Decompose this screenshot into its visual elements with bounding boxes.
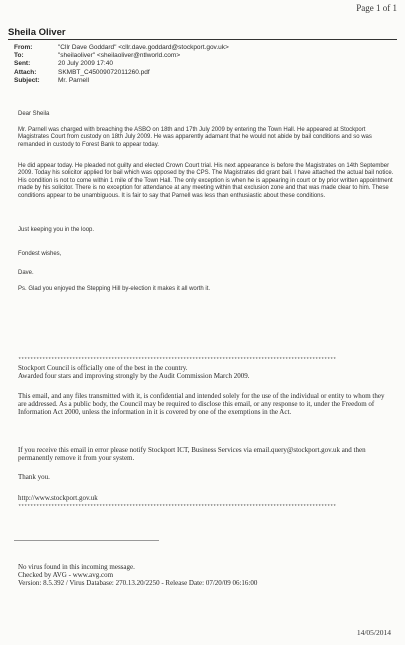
stars-divider-bottom: ********************************************************************************************************** (18, 503, 337, 510)
footer-divider (14, 540, 159, 541)
signoff: Fondest wishes, (18, 251, 62, 257)
header-from: From: "Cllr Dave Goddard" <cllr.dave.goddard@stockport.gov.uk> (14, 44, 229, 51)
body-paragraph-3: Just keeping you in the loop. (18, 227, 95, 233)
error-notice: If you receive this email in error please notify Stockport ICT, Business Services via email.query@stockport.gov.uk and then permanently remove it from your system. (18, 446, 366, 463)
page-number: Page 1 of 1 (356, 3, 397, 13)
council-url: http://www.stockport.gov.uk (18, 494, 98, 502)
sender-name: Sheila Oliver (8, 27, 66, 38)
virus-scan-notice: No virus found in this incoming message. Checked by AVG - www.avg.com Version: 8.5.392 / Virus Database: 270.13.20/2250 - Release Date: 07/20/09 06:16:00 (18, 563, 258, 588)
header-attach: Attach: SKMBT_C45009072011260.pdf (14, 68, 150, 76)
body-paragraph-2: He did appear today. He pleaded not guilty and elected Crown Court trial. His next appearance is before the Magistrates on 14th September 2009. Today his solicitor applied for bail which was opposed by the CPS. The Magistrates did grant bail. I have attached the actual bail notice. His condition is not to come within 1 mile of the Town Hall. The only exception is when he is appearing in court or by prior written appointment made by his solicitor. There is no exception for attendance at any meeting within that exclusion zone and that was made clear to him. These conditions appear to be unambiguous. It is fair to say that Parnell was less than enthusiastic about these conditions. (18, 163, 394, 199)
print-date-stamp: 14/05/2014 (356, 628, 391, 637)
confidentiality-notice: This email, and any files transmitted with it, is confidential and intended solely for the use of the individual or entity to whom they are addressed. As a public body, the Council may be required to disclose this email, or any response to it, under the Freedom of Information Act 2000, unless the information in it is covered by one of the exemptions in the Act. (18, 392, 385, 417)
body-paragraph-1: Mr. Parnell was charged with breaching the ASBO on 18th and 17th July 2009 by entering the Town Hall. He appeared at Stockport Magistrates Court from custody on 18th July 2009. He was apparently adamant that he would not abide by bail conditions and so was remanded in custody to Forest Bank to appear today. (18, 127, 372, 148)
postscript: Ps. Glad you enjoyed the Stepping Hill by-election it makes it all worth it. (18, 286, 211, 292)
header-to: To: "sheilaoliver" <sheilaoliver@ntlworld.com> (14, 52, 181, 60)
greeting: Dear Sheila (18, 111, 50, 117)
email-headers (14, 44, 229, 85)
header-sent: Sent: 20 July 2009 17:40 (14, 60, 113, 68)
stars-divider-top: ********************************************************************************************************** (18, 356, 337, 363)
signature-name: Dave. (18, 270, 34, 276)
thanks-text: Thank you. (18, 473, 50, 481)
council-notice: Stockport Council is officially one of the best in the country. Awarded four stars and improving strongly by the Audit Commission March 2009. (18, 364, 250, 381)
header-divider (8, 39, 397, 40)
header-subject: Subject: Mr. Parnell (14, 76, 90, 84)
